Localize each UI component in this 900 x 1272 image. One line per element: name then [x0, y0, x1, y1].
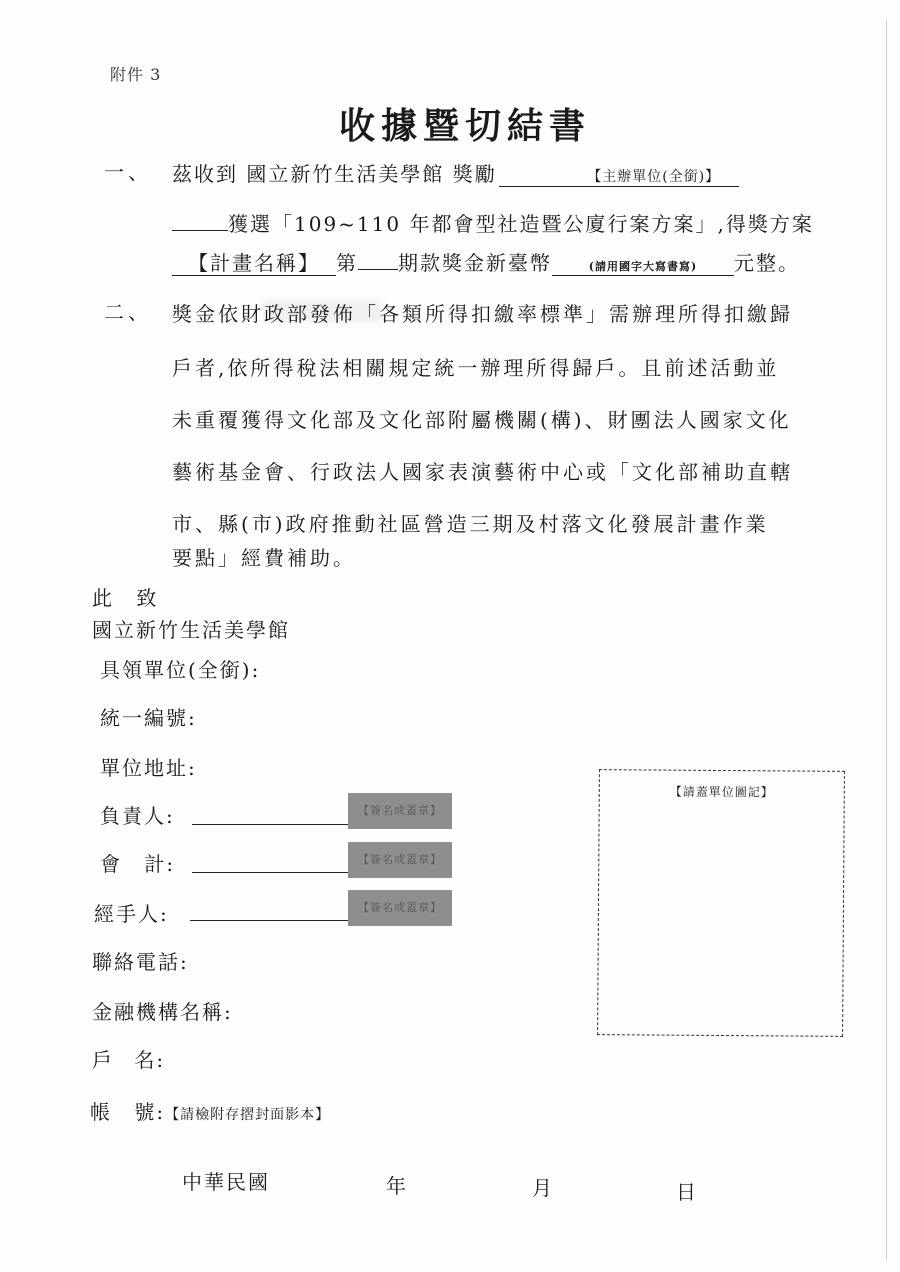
address-label: 單位地址: — [100, 756, 197, 780]
account-number-label: 帳 號: — [90, 1100, 166, 1124]
accountant-signature-line[interactable] — [192, 872, 348, 873]
accountant-signature-box[interactable]: 【簽名或蓋章】 — [348, 842, 452, 878]
organizer-blank[interactable] — [499, 163, 739, 187]
date-era: 中華民國 — [182, 1170, 270, 1194]
amount-blank[interactable] — [552, 252, 734, 276]
phone-label: 聯絡電話: — [92, 950, 189, 974]
unit-name-label: 具領單位(全銜): — [100, 658, 261, 682]
award-prefix-blank[interactable] — [172, 230, 228, 231]
section-2-number: 二、 — [104, 300, 152, 324]
account-number-note: 【請檢附存摺封面影本】 — [165, 1107, 331, 1123]
section-1-line-2 — [172, 208, 814, 237]
section-2-line: 市、縣(市)政府推動社區營造三期及村落文化發展計畫作業 — [172, 512, 769, 536]
amount-suffix: 元整。 — [734, 251, 800, 275]
document-title: 收據暨切結書 — [338, 105, 591, 147]
unit-seal-box[interactable] — [597, 769, 845, 1037]
project-name-hint: 【計畫名稱】 — [188, 251, 320, 275]
accountant-label: 會 計: — [100, 852, 176, 876]
page-edge-line — [886, 20, 887, 1260]
section-1-number: 一、 — [104, 160, 152, 184]
section-2-line: 藝術基金會、行政法人國家表演藝術中心或「文化部補助直轄 — [172, 460, 793, 484]
person-in-charge-label: 負責人: — [100, 804, 175, 828]
unified-number-label: 統一編號: — [100, 706, 197, 730]
section-1-text-a: 茲收到 國立新竹生活美學館 獎勵 — [172, 162, 497, 186]
section-2-line: 戶者,依所得稅法相關規定統一辦理所得歸戶。且前述活動並 — [172, 356, 780, 380]
section-1-line-1 — [172, 158, 739, 187]
organizer-hint: 【主辦單位(全銜)】 — [587, 169, 721, 185]
attachment-label: 附件 3 — [110, 65, 162, 84]
handler-signature-box[interactable]: 【簽名或蓋章】 — [348, 890, 452, 926]
person-in-charge-signature-line[interactable] — [192, 824, 348, 825]
recipient: 國立新竹生活美學館 — [92, 618, 290, 642]
handler-label: 經手人: — [94, 902, 169, 926]
salutation: 此 致 — [92, 586, 159, 610]
date-year: 年 — [386, 1174, 408, 1198]
amount-prefix: 期款獎金新臺幣 — [398, 251, 552, 275]
unit-seal-label: 【請蓋單位圖記】 — [669, 784, 774, 800]
amount-hint: (請用國字大寫書寫) — [588, 260, 698, 273]
phase-prefix: 第 — [336, 251, 358, 275]
phase-blank[interactable] — [358, 269, 398, 270]
bank-label: 金融機構名稱: — [92, 1000, 233, 1024]
section-1-line-3 — [172, 247, 800, 276]
person-in-charge-signature-box[interactable]: 【簽名或蓋章】 — [348, 793, 452, 829]
section-2-line: 獎金依財政部發佈「各類所得扣繳率標準」需辦理所得扣繳歸 — [172, 302, 793, 326]
handler-signature-line[interactable] — [190, 920, 348, 921]
date-month: 月 — [532, 1176, 554, 1200]
date-day: 日 — [676, 1180, 698, 1204]
section-2-line: 未重覆獲得文化部及文化部附屬機關(構)、財團法人國家文化 — [172, 408, 792, 432]
account-name-label: 戶 名: — [92, 1048, 166, 1072]
section-2-line: 要點」經費補助。 — [172, 546, 356, 570]
account-number-row — [90, 1096, 330, 1125]
project-name-blank[interactable] — [172, 252, 336, 276]
section-1-text-b: 獲選「109~110 年都會型社造暨公廈行案方案」,得獎方案 — [228, 212, 814, 236]
